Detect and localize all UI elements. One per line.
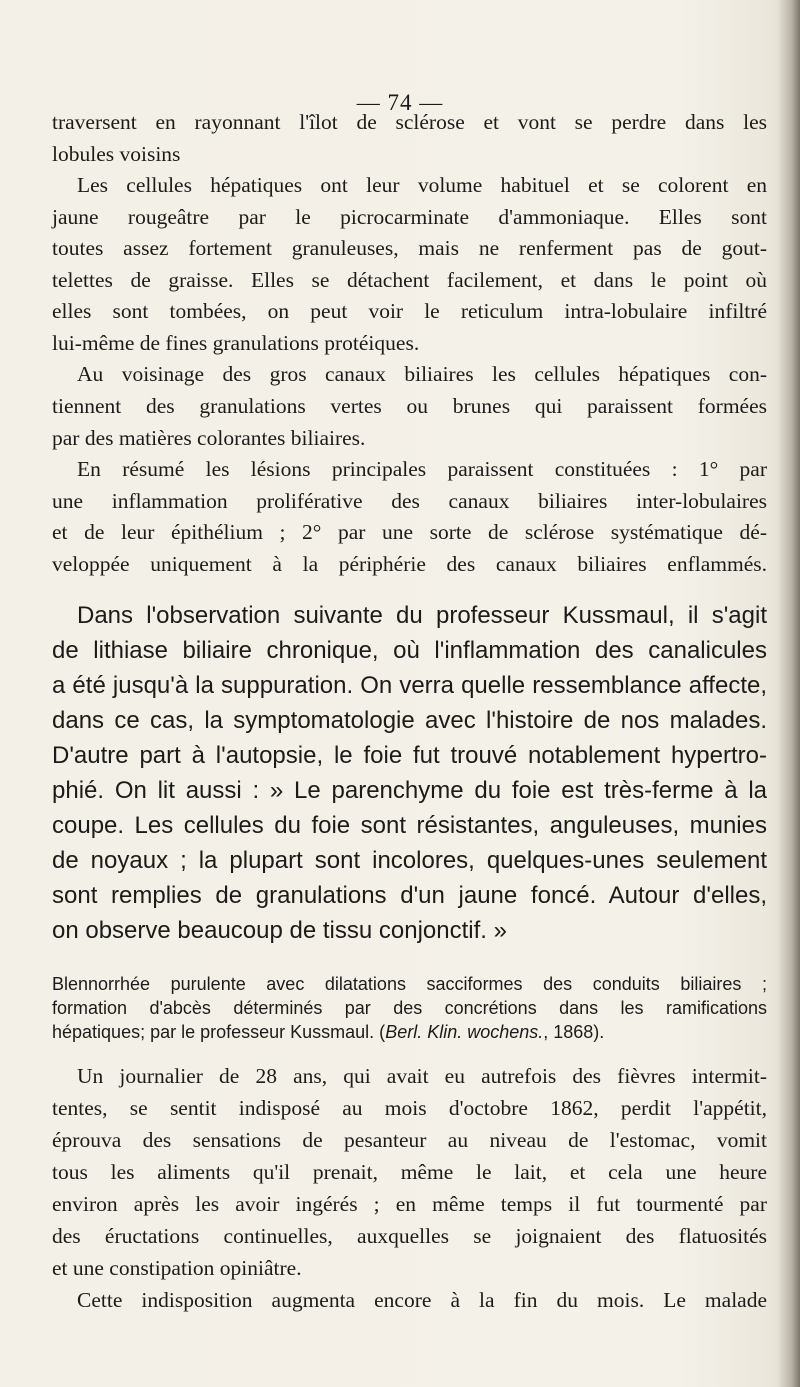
page-edge-shadow <box>778 0 800 1387</box>
text-line: une inflammation proliférative des canaux biliaires inter-lobulaires <box>52 489 767 513</box>
text-line: Les cellules hépatiques ont leur volume habituel et se colorent en <box>77 173 767 197</box>
text-line: environ après les avoir ingérés ; en même temps il fut tourmenté par <box>52 1192 767 1216</box>
case-heading-line: Blennorrhée purulente avec dilatations sacciformes des conduits biliaires ; <box>52 974 767 994</box>
text-line: elles sont tombées, on peut voir le reticulum intra-lobulaire infiltré <box>52 299 767 323</box>
text-line: tentes, se sentit indisposé au mois d'octobre 1862, perdit l'appétit, <box>52 1096 767 1120</box>
text-line: Au voisinage des gros canaux biliaires les cellules hépatiques con- <box>77 362 767 386</box>
page-number: — 74 — <box>356 90 444 115</box>
text-line: toutes assez fortement granuleuses, mais ne renferment pas de gout- <box>52 236 767 260</box>
text-line: tous les aliments qu'il prenait, même le lait, et cela une heure <box>52 1160 767 1184</box>
text-line: phié. On lit aussi : » Le parenchyme du foie est très-ferme à la <box>52 777 767 804</box>
text-line: D'autre part à l'autopsie, le foie fut trouvé notablement hypertro- <box>52 742 767 769</box>
text-line: éprouva des sensations de pesanteur au niveau de l'estomac, vomit <box>52 1128 767 1152</box>
text-line: coupe. Les cellules du foie sont résistantes, anguleuses, munies <box>52 812 767 839</box>
text-line: par des matières colorantes biliaires. <box>52 426 366 450</box>
text-line: veloppée uniquement à la périphérie des canaux biliaires enflammés. <box>52 552 767 576</box>
text-line: des éructations continuelles, auxquelles se joignaient des flatuosités <box>52 1224 767 1248</box>
text-line: lobules voisins <box>52 142 181 166</box>
text-line: tiennent des granulations vertes ou brunes qui paraissent formées <box>52 394 767 418</box>
citation-prefix: hépatiques; par le professeur Kussmaul. ( <box>52 1022 386 1042</box>
text-line: traversent en rayonnant l'îlot de sclérose et vont se perdre dans les <box>52 110 767 134</box>
text-line: de lithiase biliaire chronique, où l'inflammation des canalicules <box>52 637 767 664</box>
text-line: telettes de graisse. Elles se détachent facilement, et dans le point où <box>52 268 767 292</box>
citation-journal: Berl. Klin. wochens. <box>385 1022 544 1042</box>
text-line: on observe beaucoup de tissu conjonctif. » <box>52 917 507 944</box>
text-line: En résumé les lésions principales paraissent constituées : 1° par <box>77 457 767 481</box>
text-line: Dans l'observation suivante du professeur Kussmaul, il s'agit <box>77 602 767 629</box>
text-line: a été jusqu'à la suppuration. On verra quelle ressemblance affecte, <box>52 672 767 699</box>
citation-suffix: , 1868). <box>543 1022 605 1042</box>
text-line: sont remplies de granulations d'un jaune foncé. Autour d'elles, <box>52 882 767 909</box>
text-line: Cette indisposition augmenta encore à la fin du mois. Le malade <box>77 1288 767 1312</box>
case-heading-line <box>52 1022 604 1043</box>
text-line: jaune rougeâtre par le picrocarminate d'ammoniaque. Elles sont <box>52 205 767 229</box>
text-line: dans ce cas, la symptomatologie avec l'histoire de nos malades. <box>52 707 767 734</box>
case-heading-line: formation d'abcès déterminés par des concrétions dans les ramifications <box>52 998 767 1018</box>
text-line: de noyaux ; la plupart sont incolores, quelques-unes seulement <box>52 847 767 874</box>
text-line: et une constipation opiniâtre. <box>52 1256 302 1280</box>
text-line: Un journalier de 28 ans, qui avait eu autrefois des fièvres intermit- <box>77 1064 767 1088</box>
text-line: et de leur épithélium ; 2° par une sorte de sclérose systématique dé- <box>52 520 767 544</box>
text-line: lui-même de fines granulations protéiques. <box>52 331 420 355</box>
